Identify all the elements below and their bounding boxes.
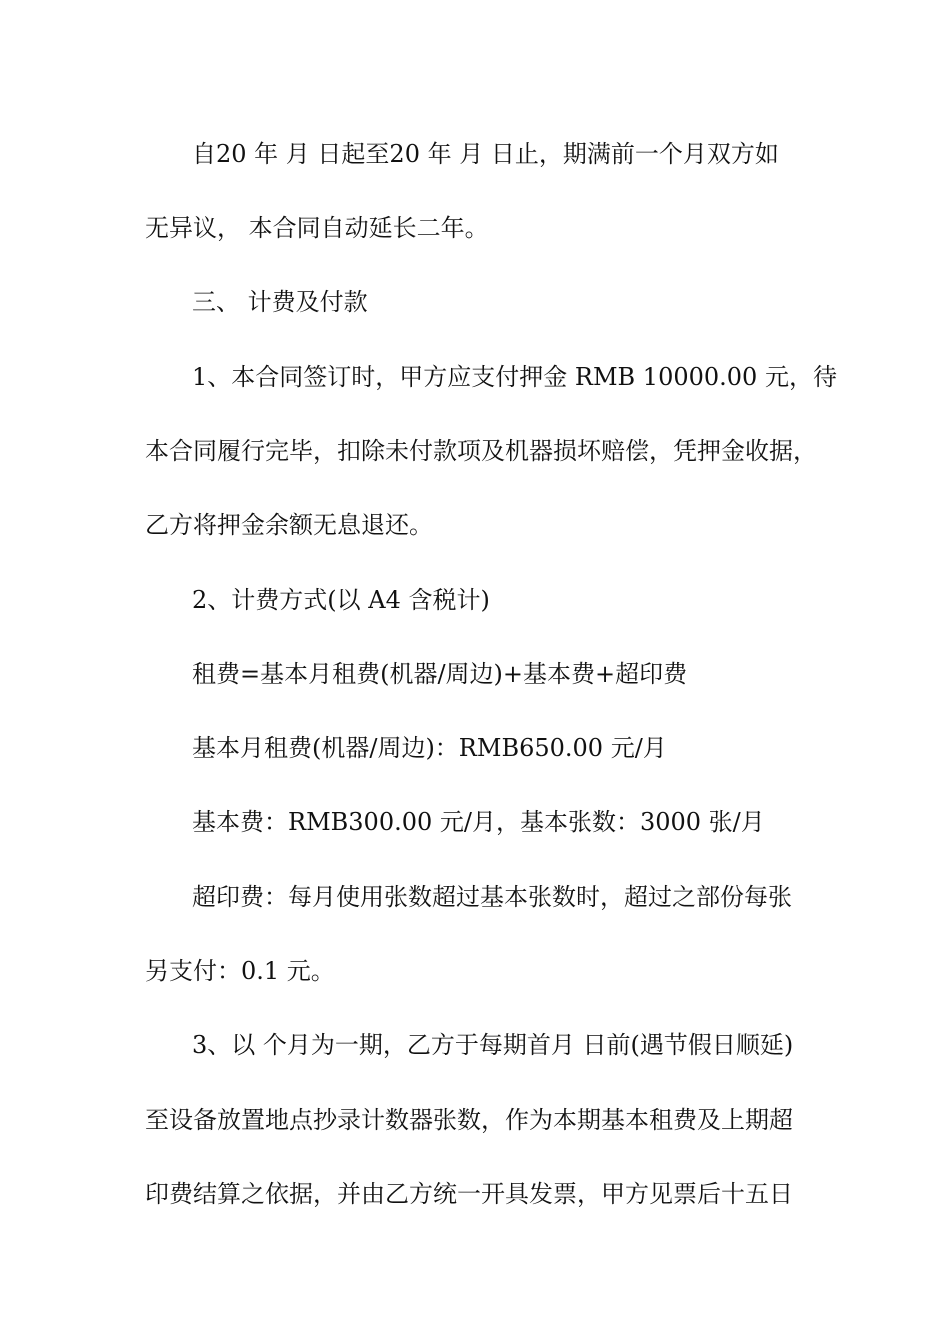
fee-line: 基本月租费(机器/周边)：RMB650.00 元/月 [192,734,667,762]
paragraph-line: 无异议， 本合同自动延长二年。 [145,214,489,242]
paragraph-line: 至设备放置地点抄录计数器张数，作为本期基本租费及上期超 [145,1106,793,1134]
paragraph-line: 本合同履行完毕，扣除未付款项及机器损坏赔偿，凭押金收据， [145,437,817,465]
paragraph-line: 超印费：每月使用张数超过基本张数时，超过之部份每张 [192,883,792,911]
paragraph-line: 1、本合同签订时，甲方应支付押金 RMB 10000.00 元，待 [192,363,837,391]
paragraph-line: 自20 年 月 日起至20 年 月 日止，期满前一个月双方如 [192,140,779,168]
paragraph-line: 乙方将押金余额无息退还。 [145,511,433,539]
formula-line: 租费=基本月租费(机器/周边)+基本费+超印费 [192,660,688,688]
paragraph-line: 印费结算之依据，并由乙方统一开具发票，甲方见票后十五日 [145,1180,793,1208]
paragraph-line: 另支付：0.1 元。 [145,957,335,985]
fee-line: 基本费：RMB300.00 元/月，基本张数：3000 张/月 [192,808,765,836]
paragraph-line: 2、计费方式(以 A4 含税计) [192,586,490,614]
section-heading: 三、 计费及付款 [192,288,368,316]
paragraph-line: 3、以 个月为一期，乙方于每期首月 日前(遇节假日顺延) [192,1031,794,1059]
